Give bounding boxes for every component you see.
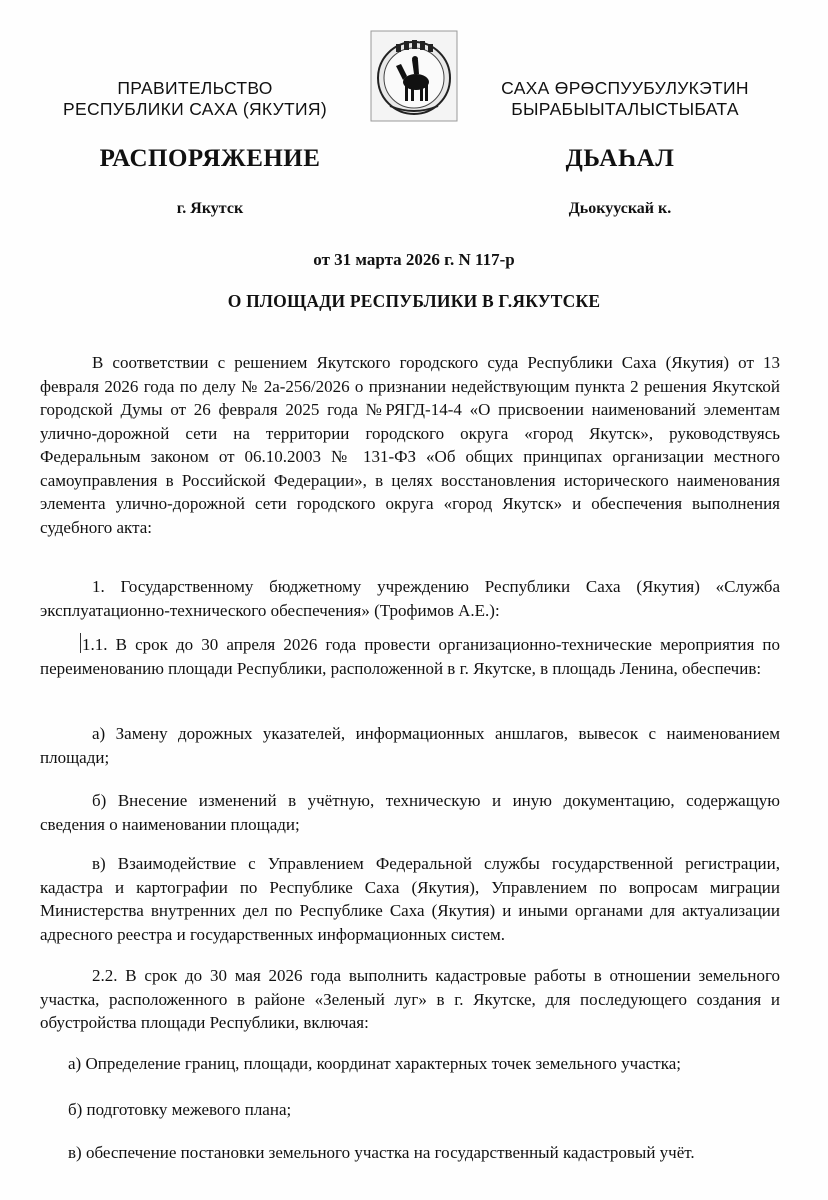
header-right — [470, 78, 780, 120]
item-2-2-a: а) Определение границ, площади, координат характерных точек земельного участка; — [68, 1054, 681, 1073]
preamble: В соответствии с решением Якутского городского суда Республики Саха (Якутия) от 13 февраля 2026 года по делу № 2а-256/2026 о признании недействующим пункта 2 решения Якутской городской Думы от 26 февраля 2025 года №РЯГД-14-4 «О присвоении наименований элементам улично-дорожной сети на территории городского округа «город Якутск», руководствуясь Федеральным законом от 06.10.2003 № 131-ФЗ «Об общих принципах организации местного самоуправления в Российской Федерации», в целях восстановления исторического наименования элемента улично-дорожной сети городского округа «город Якутск» и обеспечения выполнения судебного акта: — [40, 353, 780, 537]
item-1-1-a: а) Замену дорожных указателей, информационных аншлагов, вывесок с наименованием площади; — [40, 724, 780, 767]
header-right-line1: САХА ӨРӨСПУУБУЛУКЭТИН — [501, 78, 749, 98]
item-1-1-text: 1.1. В срок до 30 апреля 2026 года провести организационно-технические мероприятия по переименованию площади Республики, расположенной в г. Якутске, в площадь Ленина, обеспечив: — [40, 635, 780, 678]
header-left-line2: РЕСПУБЛИКИ САХА (ЯКУТИЯ) — [63, 99, 327, 119]
item-1-1-v: в) Взаимодействие с Управлением Федеральной службы государственной регистрации, кадастра и картографии по Республике Саха (Якутия), Управлением по вопросам миграции Министерства внутренних дел по Республике Саха (Якутия) и иными органами для актуализации адресного реестра и государственных информационных систем. — [40, 854, 780, 944]
item-1-1 — [40, 633, 780, 680]
header-right-line2: БЫРАБЫЫТАЛЫСТЫБАТА — [511, 99, 739, 119]
city-left: г. Якутск — [176, 200, 244, 217]
item-1-1-b: б) Внесение изменений в учётную, техническую и иную документацию, содержащую сведения о наименовании площади; — [40, 791, 780, 834]
item-2-2-v: в) обеспечение постановки земельного участка на государственный кадастровый учёт. — [68, 1143, 695, 1162]
document-title: О ПЛОЩАДИ РЕСПУБЛИКИ В Г.ЯКУТСКЕ — [227, 291, 601, 311]
doc-type-right: ДЬАҺАЛ — [565, 145, 675, 172]
date-number: от 31 марта 2026 г. N 117-р — [313, 250, 515, 269]
text-cursor — [80, 633, 81, 653]
header-left-line1: ПРАВИТЕЛЬСТВО — [117, 78, 273, 98]
header-left — [40, 78, 350, 120]
item-2-2-b: б) подготовку межевого плана; — [68, 1100, 292, 1119]
city-right: Дьокуускай к. — [568, 200, 672, 217]
item-1: 1. Государственному бюджетному учреждению Республики Саха (Якутия) «Служба эксплуатационно-технического обеспечения» (Трофимов А.Е.): — [40, 577, 780, 620]
item-2-2: 2.2. В срок до 30 мая 2026 года выполнить кадастровые работы в отношении земельного участка, расположенного в районе «Зеленый луг» в г. Якутске, для последующего создания и обустройства площади Республики, включая: — [40, 966, 780, 1032]
coat-of-arms-icon — [370, 30, 458, 122]
doc-type-left: РАСПОРЯЖЕНИЕ — [99, 145, 321, 172]
